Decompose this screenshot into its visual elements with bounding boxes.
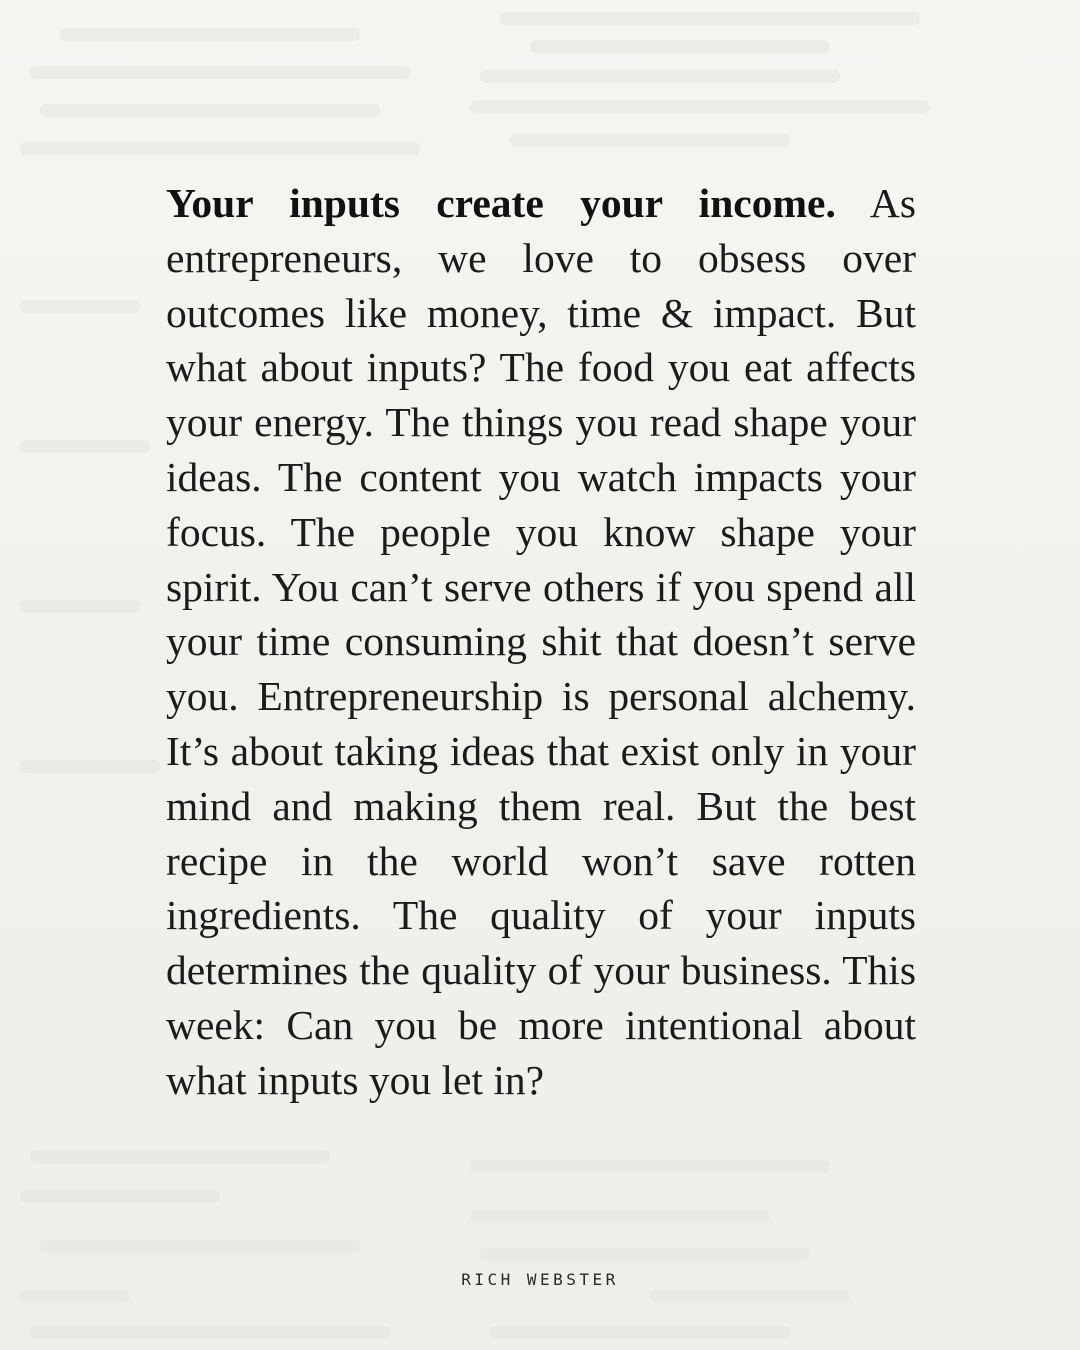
author-signature: RICH WEBSTER [461,1270,619,1289]
essay-body: As entrepreneurs, we love to obsess over outcomes like money, time & impact. But what about inputs? The food you eat affects your energy. The things you read shape your ideas. The content you watch impacts your focus. The people you know shape your spirit. You can’t serve others if you spend all your time consuming shit that doesn’t serve you. Entrepreneurship is personal alchemy. It’s about taking ideas that exist only in your mind and making them real. But the best recipe in the world won’t save rotten ingredients. The quality of your inputs determines the quality of your business. This week: Can you be more intentional about what inputs you let in? [166,180,916,1103]
essay-paragraph [166,176,916,1108]
essay-headline: Your inputs create your income. [166,180,836,226]
